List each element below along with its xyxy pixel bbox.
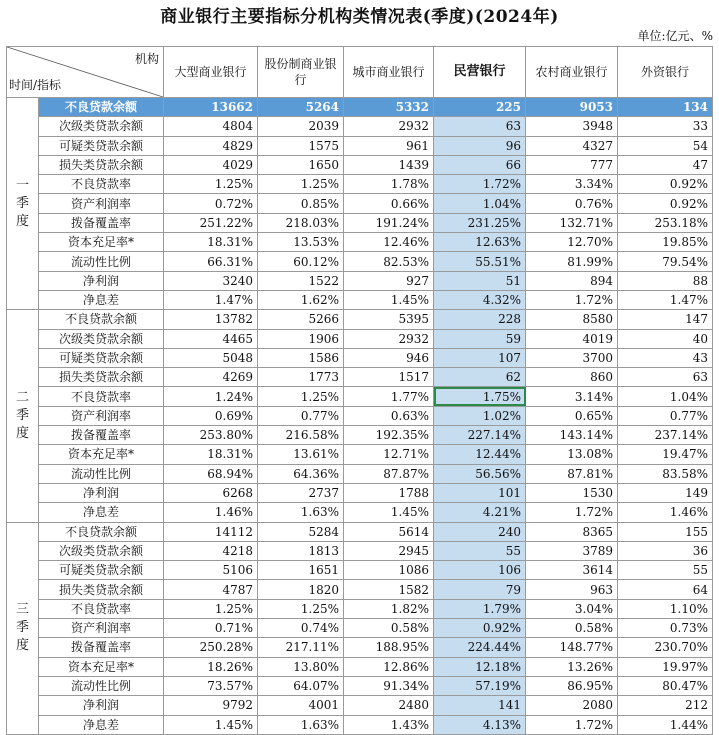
value-cell[interactable]: 217.11% <box>258 638 344 657</box>
period-label-char: 季 <box>15 407 29 423</box>
column-header[interactable]: 大型商业银行 <box>164 47 258 98</box>
value-cell[interactable]: 8365 <box>526 522 618 541</box>
table-row <box>7 464 713 483</box>
value-cell[interactable]: 4019 <box>526 329 618 348</box>
period-label-char: 季 <box>15 620 29 636</box>
value-cell[interactable]: 1.45% <box>344 290 434 309</box>
indicator-name[interactable]: 资本充足率* <box>39 445 164 464</box>
value-cell[interactable]: 1530 <box>526 483 618 502</box>
value-cell[interactable]: 57.19% <box>434 676 526 695</box>
value-cell[interactable]: 927 <box>344 271 434 290</box>
value-cell[interactable]: 1.24% <box>164 387 258 406</box>
table-row <box>7 98 713 117</box>
value-cell[interactable]: 1522 <box>258 271 344 290</box>
period-label[interactable] <box>7 522 39 734</box>
value-cell[interactable]: 13782 <box>164 310 258 329</box>
value-cell[interactable]: 0.77% <box>258 406 344 425</box>
value-cell[interactable]: 225 <box>434 98 526 117</box>
value-cell[interactable]: 148.77% <box>526 638 618 657</box>
value-cell[interactable]: 1773 <box>258 368 344 387</box>
table-row <box>7 175 713 194</box>
unit-note: 单位:亿元、% <box>637 29 713 43</box>
indicator-name[interactable]: 净息差 <box>39 290 164 309</box>
value-cell[interactable]: 961 <box>344 136 434 155</box>
value-cell[interactable]: 1.78% <box>344 175 434 194</box>
value-cell[interactable]: 12.18% <box>434 657 526 676</box>
value-cell[interactable]: 86.95% <box>526 676 618 695</box>
value-cell[interactable]: 777 <box>526 155 618 174</box>
indicator-name[interactable]: 损失类贷款余额 <box>39 580 164 599</box>
value-cell[interactable]: 3789 <box>526 541 618 560</box>
value-cell[interactable]: 1.45% <box>164 715 258 734</box>
value-cell[interactable]: 3.04% <box>526 599 618 618</box>
value-cell[interactable]: 91.34% <box>344 676 434 695</box>
value-cell[interactable]: 87.87% <box>344 464 434 483</box>
value-cell[interactable]: 2737 <box>258 483 344 502</box>
value-cell[interactable]: 64.07% <box>258 676 344 695</box>
indicator-name[interactable]: 次级类贷款余额 <box>39 541 164 560</box>
indicator-name[interactable]: 拨备覆盖率 <box>39 213 164 232</box>
table-row <box>7 194 713 213</box>
value-cell[interactable]: 12.44% <box>434 445 526 464</box>
value-cell[interactable]: 56.56% <box>434 464 526 483</box>
column-header[interactable]: 城市商业银行 <box>344 47 434 98</box>
indicator-name[interactable]: 可疑类贷款余额 <box>39 136 164 155</box>
value-cell[interactable]: 0.71% <box>164 619 258 638</box>
table-row <box>7 117 713 136</box>
value-cell[interactable]: 5614 <box>344 522 434 541</box>
table-row <box>7 213 713 232</box>
value-cell[interactable]: 87.81% <box>526 464 618 483</box>
value-cell[interactable]: 43 <box>618 348 713 367</box>
table-row <box>7 715 713 734</box>
value-cell[interactable]: 73.57% <box>164 676 258 695</box>
indicator-name[interactable]: 不良贷款余额 <box>39 98 164 117</box>
value-cell[interactable]: 8580 <box>526 310 618 329</box>
value-cell[interactable]: 13662 <box>164 98 258 117</box>
value-cell[interactable]: 1.63% <box>258 503 344 522</box>
value-cell[interactable]: 143.14% <box>526 426 618 445</box>
table-row <box>7 619 713 638</box>
value-cell[interactable]: 0.76% <box>526 194 618 213</box>
value-cell[interactable]: 47 <box>618 155 713 174</box>
table-row <box>7 445 713 464</box>
table-row <box>7 155 713 174</box>
value-cell[interactable]: 155 <box>618 522 713 541</box>
indicator-name[interactable]: 可疑类贷款余额 <box>39 561 164 580</box>
header-row <box>7 47 713 98</box>
indicator-name[interactable]: 资本充足率* <box>39 657 164 676</box>
value-cell[interactable]: 79.54% <box>618 252 713 271</box>
value-cell[interactable]: 250.28% <box>164 638 258 657</box>
value-cell[interactable]: 4269 <box>164 368 258 387</box>
value-cell[interactable]: 240 <box>434 522 526 541</box>
value-cell[interactable]: 212 <box>618 696 713 715</box>
value-cell[interactable]: 4218 <box>164 541 258 560</box>
value-cell[interactable]: 19.97% <box>618 657 713 676</box>
value-cell[interactable]: 134 <box>618 98 713 117</box>
value-cell[interactable]: 12.46% <box>344 233 434 252</box>
value-cell[interactable]: 1.47% <box>164 290 258 309</box>
table-row <box>7 233 713 252</box>
value-cell[interactable]: 3.34% <box>526 175 618 194</box>
value-cell[interactable]: 1.25% <box>164 599 258 618</box>
value-cell[interactable]: 4.32% <box>434 290 526 309</box>
value-cell[interactable]: 3240 <box>164 271 258 290</box>
value-cell[interactable]: 0.63% <box>344 406 434 425</box>
value-cell[interactable]: 19.85% <box>618 233 713 252</box>
indicator-name[interactable]: 损失类贷款余额 <box>39 155 164 174</box>
value-cell[interactable]: 2480 <box>344 696 434 715</box>
value-cell[interactable]: 1.63% <box>258 715 344 734</box>
value-cell[interactable]: 54 <box>618 136 713 155</box>
indicator-name[interactable]: 次级类贷款余额 <box>39 329 164 348</box>
value-cell[interactable]: 4029 <box>164 155 258 174</box>
value-cell[interactable]: 62 <box>434 368 526 387</box>
value-cell[interactable]: 79 <box>434 580 526 599</box>
period-label-char: 度 <box>15 638 29 654</box>
value-cell[interactable]: 36 <box>618 541 713 560</box>
value-cell[interactable]: 231.25% <box>434 213 526 232</box>
indicator-name[interactable]: 流动性比例 <box>39 252 164 271</box>
table-row <box>7 561 713 580</box>
value-cell[interactable]: 216.58% <box>258 426 344 445</box>
indicator-name[interactable]: 净息差 <box>39 715 164 734</box>
indicator-name[interactable]: 不良贷款率 <box>39 175 164 194</box>
table-row <box>7 522 713 541</box>
value-cell[interactable]: 63 <box>434 117 526 136</box>
value-cell[interactable]: 55.51% <box>434 252 526 271</box>
value-cell[interactable]: 253.80% <box>164 426 258 445</box>
value-cell[interactable]: 81.99% <box>526 252 618 271</box>
value-cell[interactable]: 0.74% <box>258 619 344 638</box>
value-cell[interactable]: 12.86% <box>344 657 434 676</box>
table-row <box>7 387 713 406</box>
value-cell[interactable]: 33 <box>618 117 713 136</box>
value-cell[interactable]: 228 <box>434 310 526 329</box>
value-cell[interactable]: 82.53% <box>344 252 434 271</box>
value-cell[interactable]: 1.72% <box>526 715 618 734</box>
value-cell[interactable]: 3614 <box>526 561 618 580</box>
table-row <box>7 503 713 522</box>
value-cell[interactable]: 4829 <box>164 136 258 155</box>
value-cell[interactable]: 12.70% <box>526 233 618 252</box>
value-cell[interactable]: 1.46% <box>618 503 713 522</box>
table-row <box>7 136 713 155</box>
value-cell[interactable]: 6268 <box>164 483 258 502</box>
value-cell[interactable]: 1.45% <box>344 503 434 522</box>
table-row <box>7 368 713 387</box>
table-row <box>7 638 713 657</box>
value-cell[interactable]: 0.92% <box>618 194 713 213</box>
value-cell[interactable]: 1813 <box>258 541 344 560</box>
value-cell[interactable]: 88 <box>618 271 713 290</box>
value-cell[interactable]: 1650 <box>258 155 344 174</box>
value-cell[interactable]: 68.94% <box>164 464 258 483</box>
value-cell[interactable]: 2039 <box>258 117 344 136</box>
value-cell[interactable]: 66 <box>434 155 526 174</box>
value-cell[interactable]: 253.18% <box>618 213 713 232</box>
value-cell[interactable]: 9053 <box>526 98 618 117</box>
value-cell[interactable]: 251.22% <box>164 213 258 232</box>
table-row <box>7 406 713 425</box>
value-cell[interactable]: 4804 <box>164 117 258 136</box>
value-cell[interactable]: 1.79% <box>434 599 526 618</box>
value-cell[interactable]: 18.31% <box>164 445 258 464</box>
table-row <box>7 676 713 695</box>
value-cell[interactable]: 101 <box>434 483 526 502</box>
column-header[interactable]: 农村商业银行 <box>526 47 618 98</box>
value-cell[interactable]: 2932 <box>344 329 434 348</box>
column-header[interactable]: 外资银行 <box>618 47 713 98</box>
sheet-title: 商业银行主要指标分机构类情况表(季度)(2024年) <box>160 7 559 27</box>
indicator-name[interactable]: 拨备覆盖率 <box>39 426 164 445</box>
value-cell[interactable]: 4.13% <box>434 715 526 734</box>
value-cell[interactable]: 230.70% <box>618 638 713 657</box>
value-cell[interactable]: 0.77% <box>618 406 713 425</box>
value-cell[interactable]: 141 <box>434 696 526 715</box>
value-cell[interactable]: 106 <box>434 561 526 580</box>
value-cell[interactable]: 1.43% <box>344 715 434 734</box>
value-cell[interactable]: 237.14% <box>618 426 713 445</box>
period-label[interactable] <box>7 310 39 522</box>
value-cell[interactable]: 107 <box>434 348 526 367</box>
value-cell[interactable]: 0.73% <box>618 619 713 638</box>
value-cell[interactable]: 0.69% <box>164 406 258 425</box>
table-body <box>7 98 713 735</box>
value-cell[interactable]: 5266 <box>258 310 344 329</box>
value-cell[interactable]: 1.04% <box>434 194 526 213</box>
value-cell[interactable]: 1.25% <box>258 387 344 406</box>
value-cell[interactable]: 1.47% <box>618 290 713 309</box>
value-cell[interactable]: 4787 <box>164 580 258 599</box>
value-cell[interactable]: 227.14% <box>434 426 526 445</box>
indicator-name[interactable]: 次级类贷款余额 <box>39 117 164 136</box>
value-cell[interactable]: 192.35% <box>344 426 434 445</box>
value-cell[interactable]: 14112 <box>164 522 258 541</box>
column-header[interactable]: 股份制商业银行 <box>258 47 344 98</box>
value-cell[interactable]: 0.85% <box>258 194 344 213</box>
value-cell[interactable]: 218.03% <box>258 213 344 232</box>
value-cell[interactable]: 0.72% <box>164 194 258 213</box>
value-cell[interactable]: 83.58% <box>618 464 713 483</box>
column-header[interactable]: 民营银行 <box>434 47 526 98</box>
value-cell[interactable]: 0.66% <box>344 194 434 213</box>
indicator-name[interactable]: 净利润 <box>39 696 164 715</box>
value-cell[interactable]: 18.26% <box>164 657 258 676</box>
value-cell[interactable]: 1586 <box>258 348 344 367</box>
value-cell[interactable]: 2945 <box>344 541 434 560</box>
indicator-name[interactable]: 流动性比例 <box>39 464 164 483</box>
value-cell[interactable]: 5332 <box>344 98 434 117</box>
value-cell[interactable]: 1820 <box>258 580 344 599</box>
value-cell[interactable]: 4.21% <box>434 503 526 522</box>
table-row <box>7 348 713 367</box>
value-cell[interactable]: 5284 <box>258 522 344 541</box>
table-row <box>7 657 713 676</box>
value-cell[interactable]: 4327 <box>526 136 618 155</box>
value-cell[interactable]: 3.14% <box>526 387 618 406</box>
value-cell[interactable]: 860 <box>526 368 618 387</box>
value-cell[interactable]: 1.82% <box>344 599 434 618</box>
value-cell[interactable]: 0.92% <box>618 175 713 194</box>
indicator-name[interactable]: 不良贷款余额 <box>39 310 164 329</box>
value-cell[interactable]: 5264 <box>258 98 344 117</box>
value-cell[interactable]: 1582 <box>344 580 434 599</box>
corner-org-label: 机构 <box>134 52 159 66</box>
value-cell[interactable]: 188.95% <box>344 638 434 657</box>
value-cell[interactable]: 4465 <box>164 329 258 348</box>
value-cell[interactable]: 1517 <box>344 368 434 387</box>
table-row <box>7 252 713 271</box>
value-cell[interactable]: 13.26% <box>526 657 618 676</box>
value-cell[interactable]: 1.72% <box>434 175 526 194</box>
value-cell[interactable]: 147 <box>618 310 713 329</box>
bank-indicator-table <box>6 46 713 735</box>
indicator-name[interactable]: 净利润 <box>39 271 164 290</box>
indicator-name[interactable]: 净息差 <box>39 503 164 522</box>
indicator-name[interactable]: 流动性比例 <box>39 676 164 695</box>
table-row <box>7 541 713 560</box>
value-cell[interactable]: 64.36% <box>258 464 344 483</box>
value-cell[interactable]: 3700 <box>526 348 618 367</box>
value-cell[interactable]: 18.31% <box>164 233 258 252</box>
value-cell[interactable]: 1.46% <box>164 503 258 522</box>
value-cell[interactable]: 0.92% <box>434 619 526 638</box>
indicator-name[interactable]: 损失类贷款余额 <box>39 368 164 387</box>
indicator-name[interactable]: 资产利润率 <box>39 406 164 425</box>
period-label-char: 二 <box>15 389 29 405</box>
value-cell[interactable]: 132.71% <box>526 213 618 232</box>
value-cell[interactable]: 55 <box>618 561 713 580</box>
value-cell[interactable]: 894 <box>526 271 618 290</box>
value-cell[interactable]: 9792 <box>164 696 258 715</box>
value-cell[interactable]: 0.58% <box>344 619 434 638</box>
value-cell[interactable]: 1.10% <box>618 599 713 618</box>
value-cell[interactable]: 1.72% <box>526 503 618 522</box>
value-cell[interactable]: 5106 <box>164 561 258 580</box>
value-cell[interactable]: 63 <box>618 368 713 387</box>
period-label-char: 一 <box>15 177 29 193</box>
value-cell[interactable]: 2932 <box>344 117 434 136</box>
value-cell[interactable]: 60.12% <box>258 252 344 271</box>
value-cell[interactable]: 59 <box>434 329 526 348</box>
value-cell[interactable]: 5395 <box>344 310 434 329</box>
value-cell[interactable]: 1086 <box>344 561 434 580</box>
value-cell[interactable]: 224.44% <box>434 638 526 657</box>
value-cell[interactable]: 946 <box>344 348 434 367</box>
value-cell[interactable]: 1788 <box>344 483 434 502</box>
value-cell[interactable]: 1906 <box>258 329 344 348</box>
value-cell[interactable]: 1575 <box>258 136 344 155</box>
period-label-char: 度 <box>15 425 29 441</box>
indicator-name[interactable]: 可疑类贷款余额 <box>39 348 164 367</box>
indicator-name[interactable]: 资本充足率* <box>39 233 164 252</box>
value-cell[interactable]: 40 <box>618 329 713 348</box>
table-row <box>7 696 713 715</box>
value-cell[interactable]: 66.31% <box>164 252 258 271</box>
value-cell[interactable]: 149 <box>618 483 713 502</box>
value-cell[interactable]: 1439 <box>344 155 434 174</box>
table-row <box>7 580 713 599</box>
table-row <box>7 290 713 309</box>
value-cell[interactable]: 1.25% <box>258 599 344 618</box>
value-cell[interactable]: 963 <box>526 580 618 599</box>
value-cell[interactable]: 0.58% <box>526 619 618 638</box>
value-cell[interactable]: 1.44% <box>618 715 713 734</box>
value-cell[interactable]: 3948 <box>526 117 618 136</box>
value-cell[interactable]: 1.75% <box>434 387 526 406</box>
table-row <box>7 426 713 445</box>
indicator-name[interactable]: 资产利润率 <box>39 194 164 213</box>
table-row <box>7 483 713 502</box>
table-row <box>7 310 713 329</box>
value-cell[interactable]: 55 <box>434 541 526 560</box>
indicator-name[interactable]: 资产利润率 <box>39 619 164 638</box>
value-cell[interactable]: 12.71% <box>344 445 434 464</box>
value-cell[interactable]: 1.25% <box>258 175 344 194</box>
value-cell[interactable]: 5048 <box>164 348 258 367</box>
indicator-name[interactable]: 拨备覆盖率 <box>39 638 164 657</box>
value-cell[interactable]: 1.25% <box>164 175 258 194</box>
corner-time-label: 时间/指标 <box>9 78 62 92</box>
indicator-name[interactable]: 不良贷款率 <box>39 387 164 406</box>
value-cell[interactable]: 1.02% <box>434 406 526 425</box>
table-row <box>7 271 713 290</box>
value-cell[interactable]: 96 <box>434 136 526 155</box>
value-cell[interactable]: 1.04% <box>618 387 713 406</box>
indicator-name[interactable]: 不良贷款余额 <box>39 522 164 541</box>
value-cell[interactable]: 2080 <box>526 696 618 715</box>
corner-header[interactable] <box>7 47 164 98</box>
value-cell[interactable]: 13.61% <box>258 445 344 464</box>
indicator-name[interactable]: 净利润 <box>39 483 164 502</box>
table-row <box>7 329 713 348</box>
value-cell[interactable]: 0.65% <box>526 406 618 425</box>
value-cell[interactable]: 19.47% <box>618 445 713 464</box>
value-cell[interactable]: 13.80% <box>258 657 344 676</box>
value-cell[interactable]: 1.72% <box>526 290 618 309</box>
value-cell[interactable]: 51 <box>434 271 526 290</box>
period-label-char: 度 <box>15 213 29 229</box>
value-cell[interactable]: 80.47% <box>618 676 713 695</box>
value-cell[interactable]: 12.63% <box>434 233 526 252</box>
period-label-char: 季 <box>15 195 29 211</box>
period-label[interactable] <box>7 98 39 310</box>
value-cell[interactable]: 191.24% <box>344 213 434 232</box>
value-cell[interactable]: 64 <box>618 580 713 599</box>
value-cell[interactable]: 4001 <box>258 696 344 715</box>
period-label-char: 三 <box>15 602 29 618</box>
value-cell[interactable]: 1.77% <box>344 387 434 406</box>
value-cell[interactable]: 13.53% <box>258 233 344 252</box>
value-cell[interactable]: 13.08% <box>526 445 618 464</box>
indicator-name[interactable]: 不良贷款率 <box>39 599 164 618</box>
value-cell[interactable]: 1.62% <box>258 290 344 309</box>
value-cell[interactable]: 1651 <box>258 561 344 580</box>
table-row <box>7 599 713 618</box>
